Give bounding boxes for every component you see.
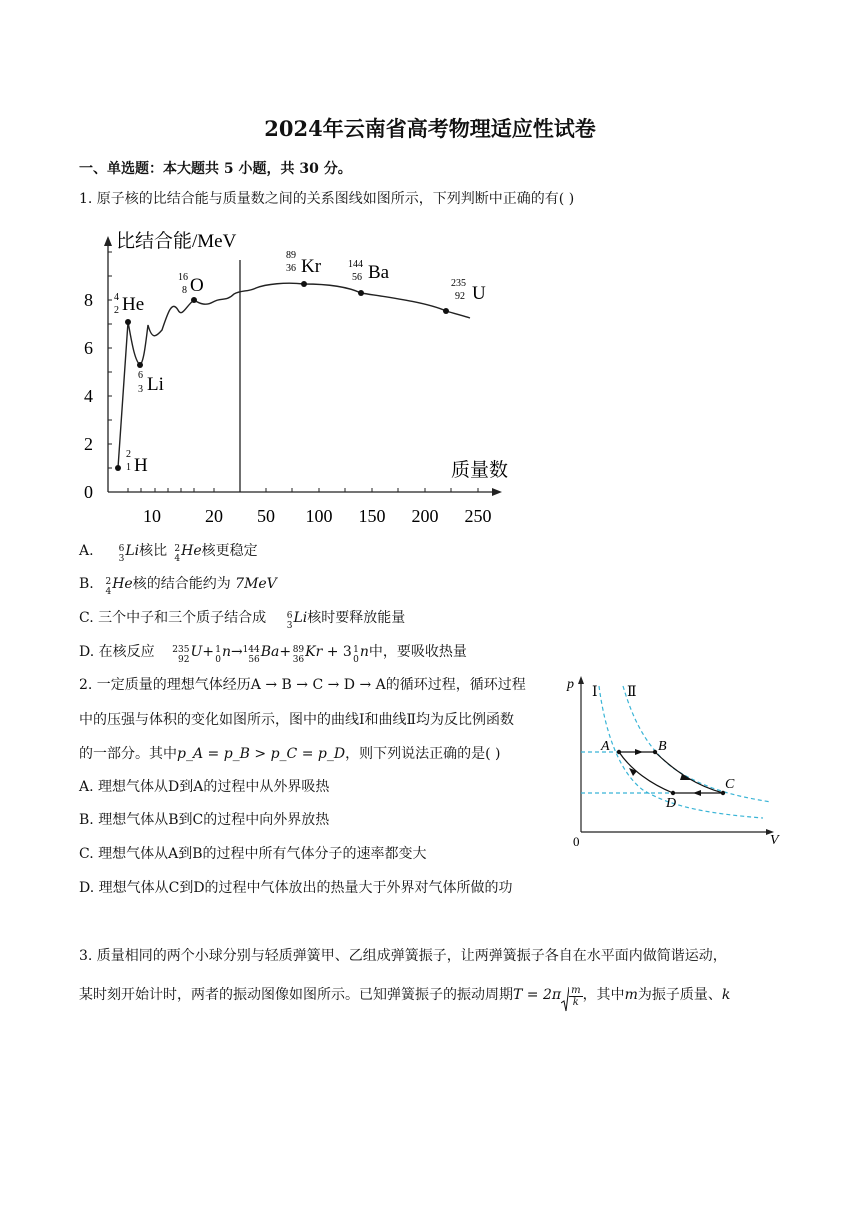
svg-text:H: H [134, 455, 148, 476]
svg-text:Kr: Kr [301, 256, 322, 277]
svg-text:1: 1 [126, 462, 131, 473]
svg-text:6: 6 [138, 370, 143, 381]
y-tick-6: 6 [84, 338, 93, 358]
label-A: A [601, 739, 610, 754]
label-B: B [658, 739, 667, 754]
p-axis-label: p [567, 677, 574, 692]
q3-line1: 3. 质量相同的两个小球分别与轻质弹簧甲、乙组成弹簧振子，让两弹簧振子各自在水平面内做简谐运动， [79, 948, 727, 964]
svg-text:Li: Li [147, 374, 164, 395]
svg-text:8: 8 [182, 285, 187, 296]
point-Ba [358, 290, 364, 296]
p-axis-arrow [578, 676, 584, 684]
section-heading: 一、单选题：本大题共 5 小题，共 30 分。 [79, 161, 352, 177]
label-C: C [725, 777, 735, 792]
y-tick-0: 0 [84, 482, 93, 502]
svg-text:89: 89 [286, 250, 296, 261]
point-D [671, 791, 675, 795]
q2-option-a: A. 理想气体从D到A的过程中从外界吸热 [79, 779, 330, 795]
point-O [191, 297, 197, 303]
isotherm-II [623, 686, 771, 802]
curve-II-label: Ⅱ [627, 685, 637, 700]
point-H [115, 465, 121, 471]
x-tick-100: 100 [305, 506, 333, 526]
svg-text:4: 4 [114, 292, 119, 303]
point-A [617, 750, 621, 754]
pv-cycle-figure [563, 672, 788, 852]
point-He [125, 319, 131, 325]
x-axis-label: 质量数 [451, 460, 509, 481]
svg-text:U: U [472, 283, 486, 304]
v-axis-label: V [770, 833, 779, 848]
path-BC [655, 752, 723, 793]
label-Li [138, 370, 164, 395]
svg-text:36: 36 [286, 263, 296, 274]
svg-text:O: O [190, 275, 204, 296]
svg-text:Ba: Ba [368, 262, 390, 283]
svg-text:144: 144 [348, 259, 363, 270]
q2-option-b: B. 理想气体从B到C的过程中向外界放热 [79, 812, 330, 828]
y-tick-4: 4 [84, 386, 93, 406]
svg-text:56: 56 [352, 272, 362, 283]
y-axis-arrow [104, 236, 112, 246]
q2-stem-line3: 的一部分。其中p_A = p_B > p_C = p_D，则下列说法正确的是( ) [79, 746, 501, 762]
point-Kr [301, 281, 307, 287]
q2-option-c: C. 理想气体从A到B的过程中所有气体分子的速率都变大 [79, 846, 427, 862]
q1-option-d: D. 在核反应 235 92 U+ 1 0 n→ 144 56 Ba+ 89 36 Kr + 3 1 0 n中，要吸收热量 [79, 644, 467, 665]
x-tick-50: 50 [257, 506, 275, 526]
binding-energy-figure [76, 222, 526, 532]
x-axis-arrow [492, 488, 502, 496]
point-U [443, 308, 449, 314]
label-D: D [666, 796, 677, 811]
x-tick-20: 20 [205, 506, 223, 526]
svg-text:235: 235 [451, 278, 466, 289]
x-tick-10: 10 [143, 506, 161, 526]
q1-option-b: B. 2 4 He核的结合能约为 7MeV [79, 576, 277, 597]
svg-text:3: 3 [138, 384, 143, 395]
page-title: 2024年云南省高考物理适应性试卷 [264, 116, 596, 141]
label-O [178, 272, 204, 296]
q3-line2: 某时刻开始计时，两者的振动图像如图所示。已知弹簧振子的振动周期T = 2π $\frac{m}{k}$ ，其中m为振子质量、k [79, 985, 730, 1013]
label-Ba [348, 259, 390, 283]
label-He [114, 292, 144, 316]
q2-stem-line1: 2. 一定质量的理想气体经历A → B → C → D → A的循环过程，循环过程 [79, 677, 526, 693]
q2-option-d: D. 理想气体从C到D的过程中气体放出的热量大于外界对气体所做的功 [79, 880, 513, 896]
y-tick-2: 2 [84, 434, 93, 454]
origin-label: 0 [573, 834, 580, 849]
x-tick-250: 250 [464, 506, 492, 526]
point-B [653, 750, 657, 754]
sqrt-fraction: $\frac{m}{k}$ [561, 985, 582, 1013]
q1-option-a: A. 6 3 Li核比 2 4 He核更稳定 [79, 543, 258, 564]
svg-text:2: 2 [114, 305, 119, 316]
svg-text:92: 92 [455, 291, 465, 302]
svg-text:2: 2 [126, 449, 131, 460]
point-Li [137, 362, 143, 368]
y-axis-label: 比结合能/MeV [116, 231, 237, 252]
q1-stem: 1. 原子核的比结合能与质量数之间的关系图线如图所示，下列判断中正确的有( ) [79, 191, 575, 207]
q1-option-c: C. 三个中子和三个质子结合成 6 3 Li核时要释放能量 [79, 610, 406, 631]
x-tick-200: 200 [411, 506, 439, 526]
label-Kr [286, 250, 322, 277]
curve-I-label: Ⅰ [592, 685, 598, 700]
svg-text:16: 16 [178, 272, 188, 283]
label-H [126, 449, 148, 476]
x-tick-150: 150 [358, 506, 386, 526]
binding-energy-curve [118, 283, 470, 468]
label-U [451, 278, 486, 304]
svg-text:He: He [122, 294, 145, 315]
q2-stem-line2: 中的压强与体积的变化如图所示，图中的曲线Ⅰ和曲线Ⅱ均为反比例函数 [79, 712, 515, 728]
y-tick-8: 8 [84, 290, 93, 310]
